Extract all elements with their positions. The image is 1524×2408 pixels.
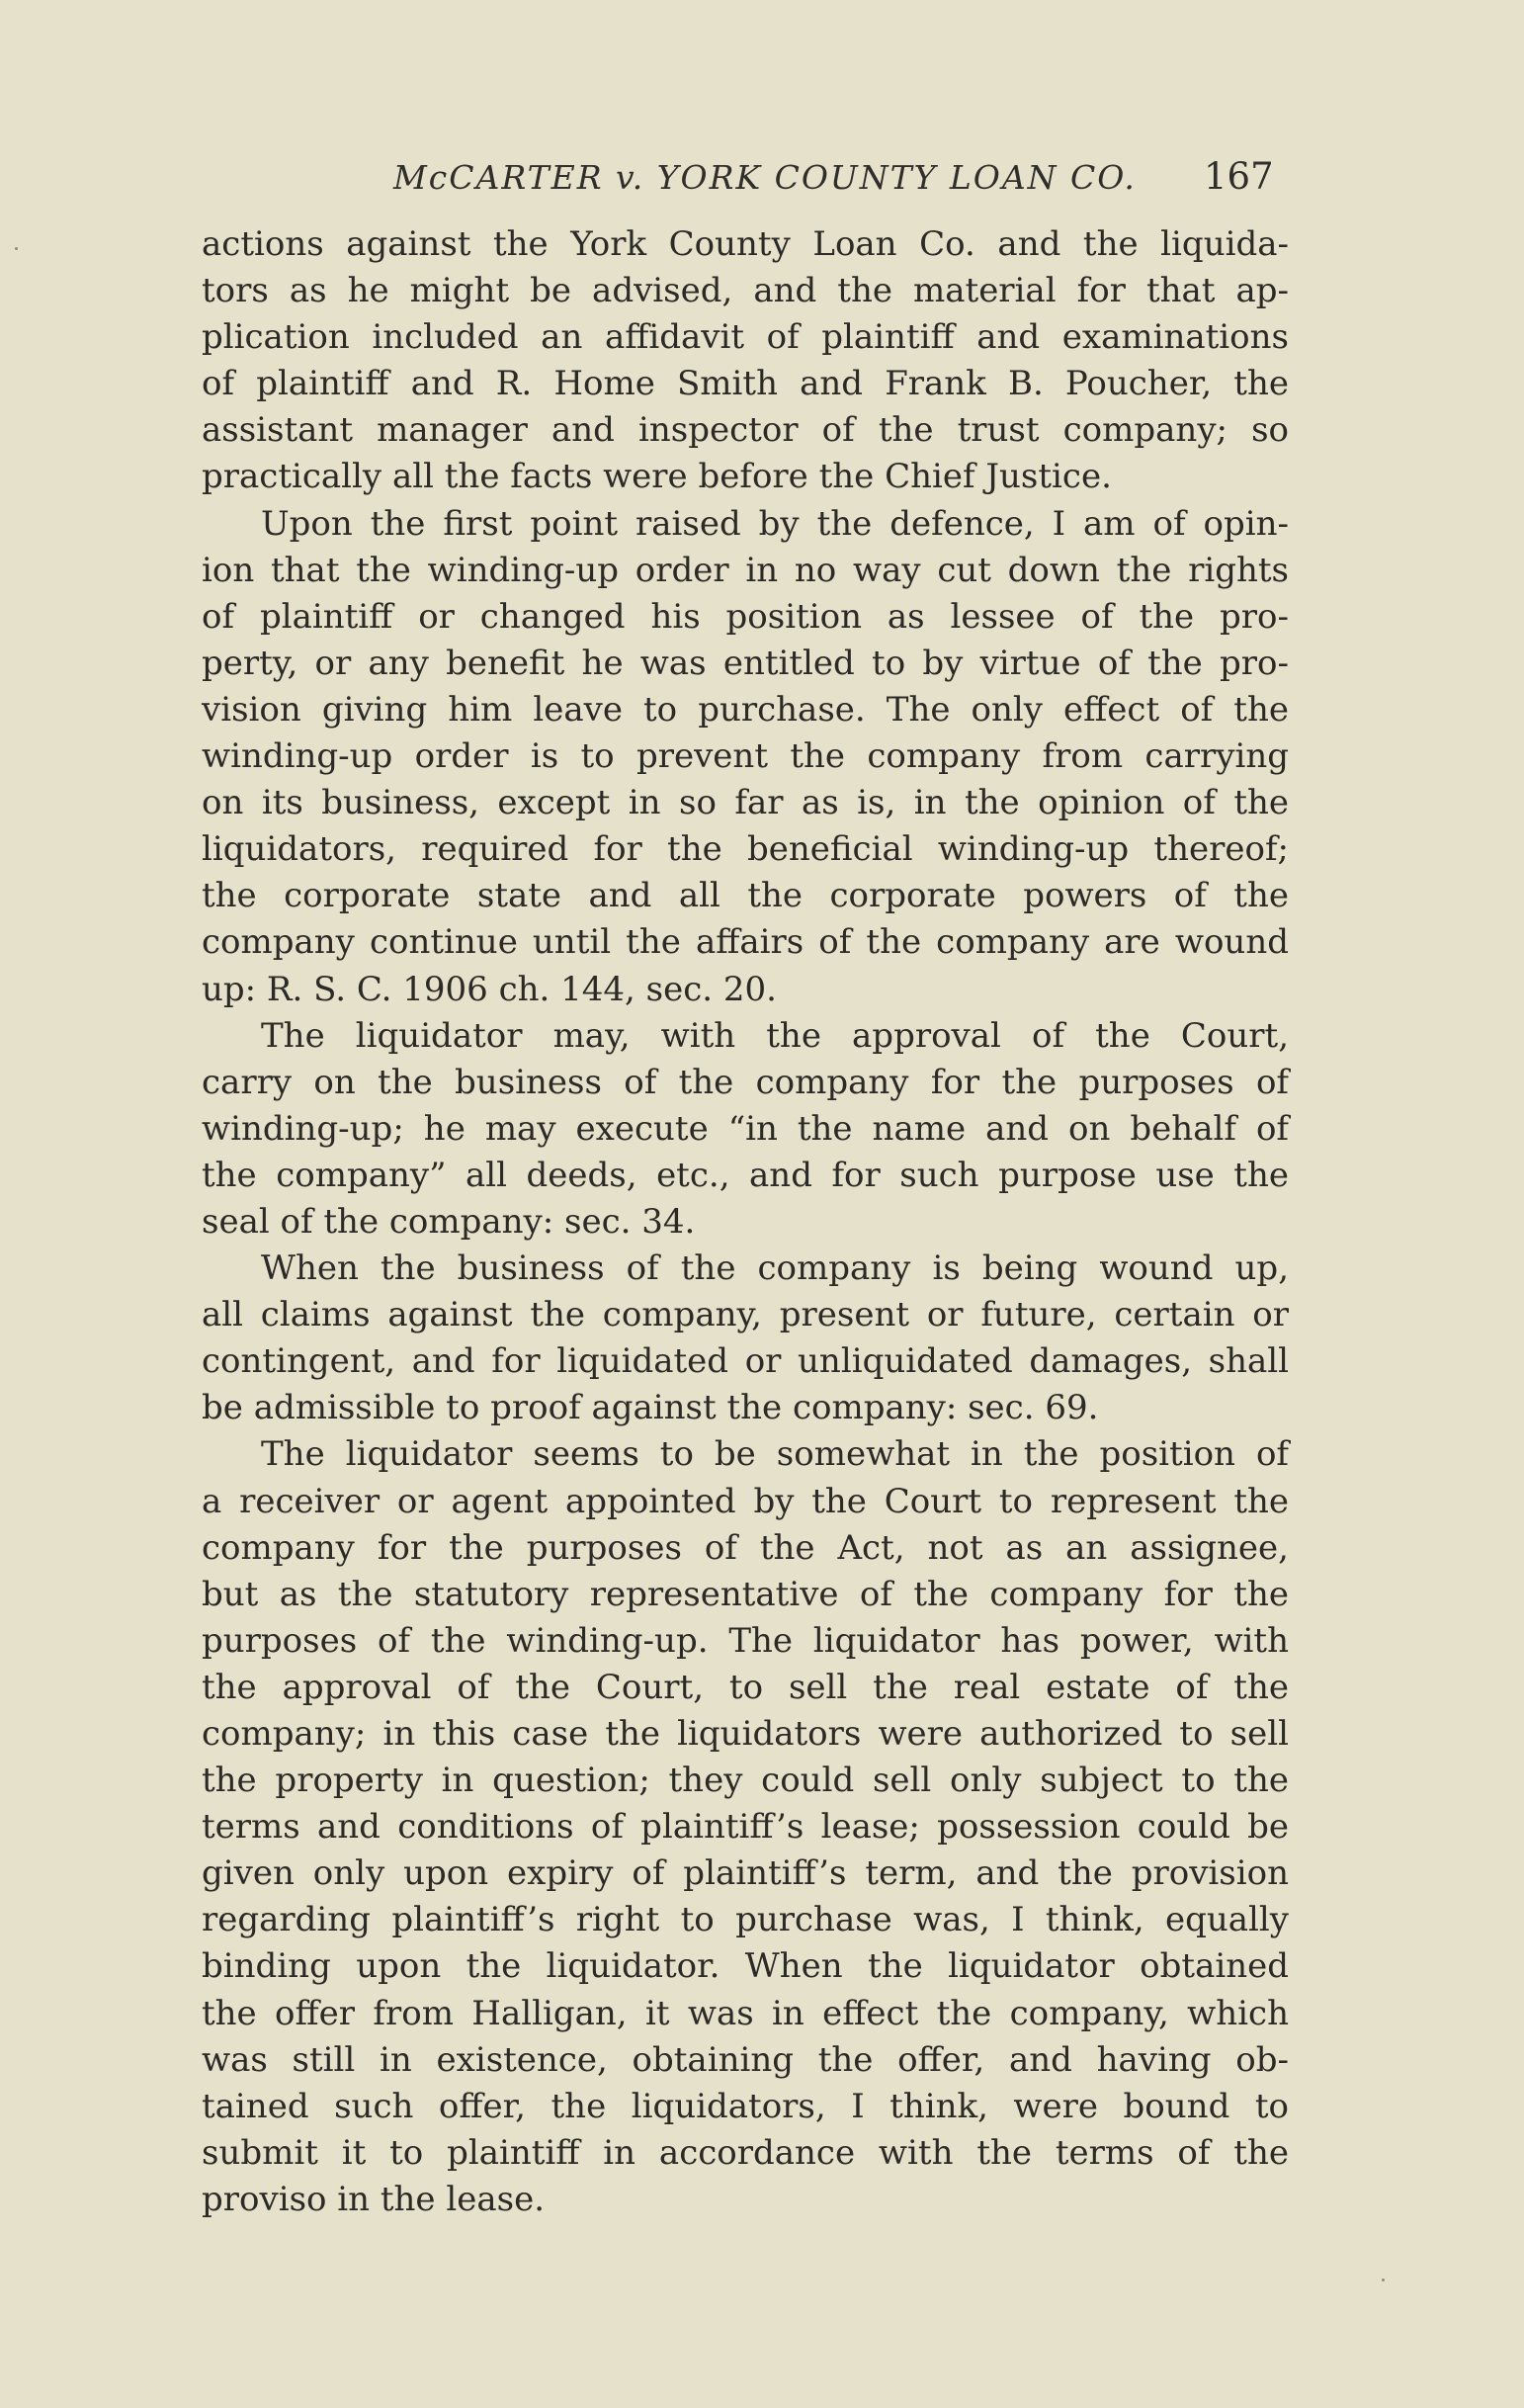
page-number: 167 — [1204, 155, 1274, 198]
text-line: perty, or any benefit he was entitled to by virtue of the pro- — [202, 643, 1289, 683]
text-line: seal of the company: sec. 34. — [202, 1201, 696, 1242]
text-line: the company” all deeds, etc., and for such purpose use the — [202, 1155, 1289, 1195]
text-line: When the business of the company is being wound up, — [261, 1248, 1289, 1289]
text-line: of plaintiff or changed his position as lessee of the pro- — [202, 596, 1289, 637]
text-line: carry on the business of the company for the purposes of — [202, 1062, 1289, 1102]
text-line: binding upon the liquidator. When the liquidator obtained — [202, 1946, 1289, 1987]
text-line: the property in question; they could sell only subject to the — [202, 1761, 1289, 1801]
text-line: of plaintiff and R. Home Smith and Frank B. Poucher, the — [202, 364, 1289, 404]
text-line: proviso in the lease. — [202, 2179, 546, 2219]
text-line: given only upon expiry of plaintiff’s term, and the provision — [202, 1853, 1289, 1894]
text-line: contingent, and for liquidated or unliquidated damages, shall — [202, 1341, 1289, 1382]
text-line: the offer from Halligan, it was in effect the company, which — [202, 1993, 1289, 2033]
text-line: but as the statutory representative of the company for the — [202, 1574, 1289, 1614]
text-line: winding-up order is to prevent the company from carrying — [202, 736, 1289, 777]
body-text — [202, 221, 1289, 2223]
text-line: the corporate state and all the corporate powers of the — [202, 876, 1289, 916]
text-line: company for the purposes of the Act, not as an assignee, — [202, 1527, 1289, 1568]
text-line: tors as he might be advised, and the material for that ap- — [202, 271, 1289, 311]
paper-speck — [15, 247, 18, 250]
text-line: up: R. S. C. 1906 ch. 144, sec. 20. — [202, 969, 777, 1009]
text-line: assistant manager and inspector of the trust company; so — [202, 410, 1289, 451]
text-line: liquidators, required for the beneficial winding-up thereof; — [202, 829, 1289, 870]
text-line: be admissible to proof against the company: sec. 69. — [202, 1388, 1099, 1428]
text-line: purposes of the winding-up. The liquidator has power, with — [202, 1620, 1289, 1661]
text-line: practically all the facts were before the Chief Justice. — [202, 457, 1112, 497]
text-line: ion that the winding-up order in no way cut down the rights — [202, 550, 1289, 590]
text-line: on its business, except in so far as is, in the opinion of the — [202, 783, 1289, 823]
text-line: winding-up; he may execute “in the name and on behalf of — [202, 1108, 1289, 1149]
text-line: The liquidator seems to be somewhat in the position of — [261, 1434, 1289, 1475]
text-line: regarding plaintiff’s right to purchase was, I think, equally — [202, 1900, 1289, 1940]
text-line: a receiver or agent appointed by the Court to represent the — [202, 1481, 1289, 1521]
text-line: tained such offer, the liquidators, I think, were bound to — [202, 2086, 1289, 2126]
text-line: was still in existence, obtaining the offer, and having ob- — [202, 2039, 1289, 2080]
text-line: vision giving him leave to purchase. The only effect of the — [202, 689, 1289, 730]
text-line: the approval of the Court, to sell the real estate of the — [202, 1667, 1289, 1707]
text-line: company; in this case the liquidators were authorized to sell — [202, 1714, 1289, 1754]
text-line: submit it to plaintiff in accordance with the terms of the — [202, 2132, 1289, 2173]
text-line: Upon the first point raised by the defence, I am of opin- — [261, 503, 1289, 544]
text-line: terms and conditions of plaintiff’s lease; possession could be — [202, 1807, 1289, 1848]
running-title: McCARTER v. YORK COUNTY LOAN CO. — [393, 158, 1137, 197]
text-line: plication included an affidavit of plaintiff and examinations — [202, 317, 1289, 358]
text-line: company continue until the affairs of the company are wound — [202, 922, 1289, 963]
page-header — [0, 148, 1524, 208]
text-line: actions against the York County Loan Co. and the liquida- — [202, 224, 1289, 264]
text-line: all claims against the company, present or future, certain or — [202, 1295, 1289, 1335]
text-line: The liquidator may, with the approval of the Court, — [261, 1015, 1289, 1056]
paper-speck — [1382, 2279, 1385, 2281]
